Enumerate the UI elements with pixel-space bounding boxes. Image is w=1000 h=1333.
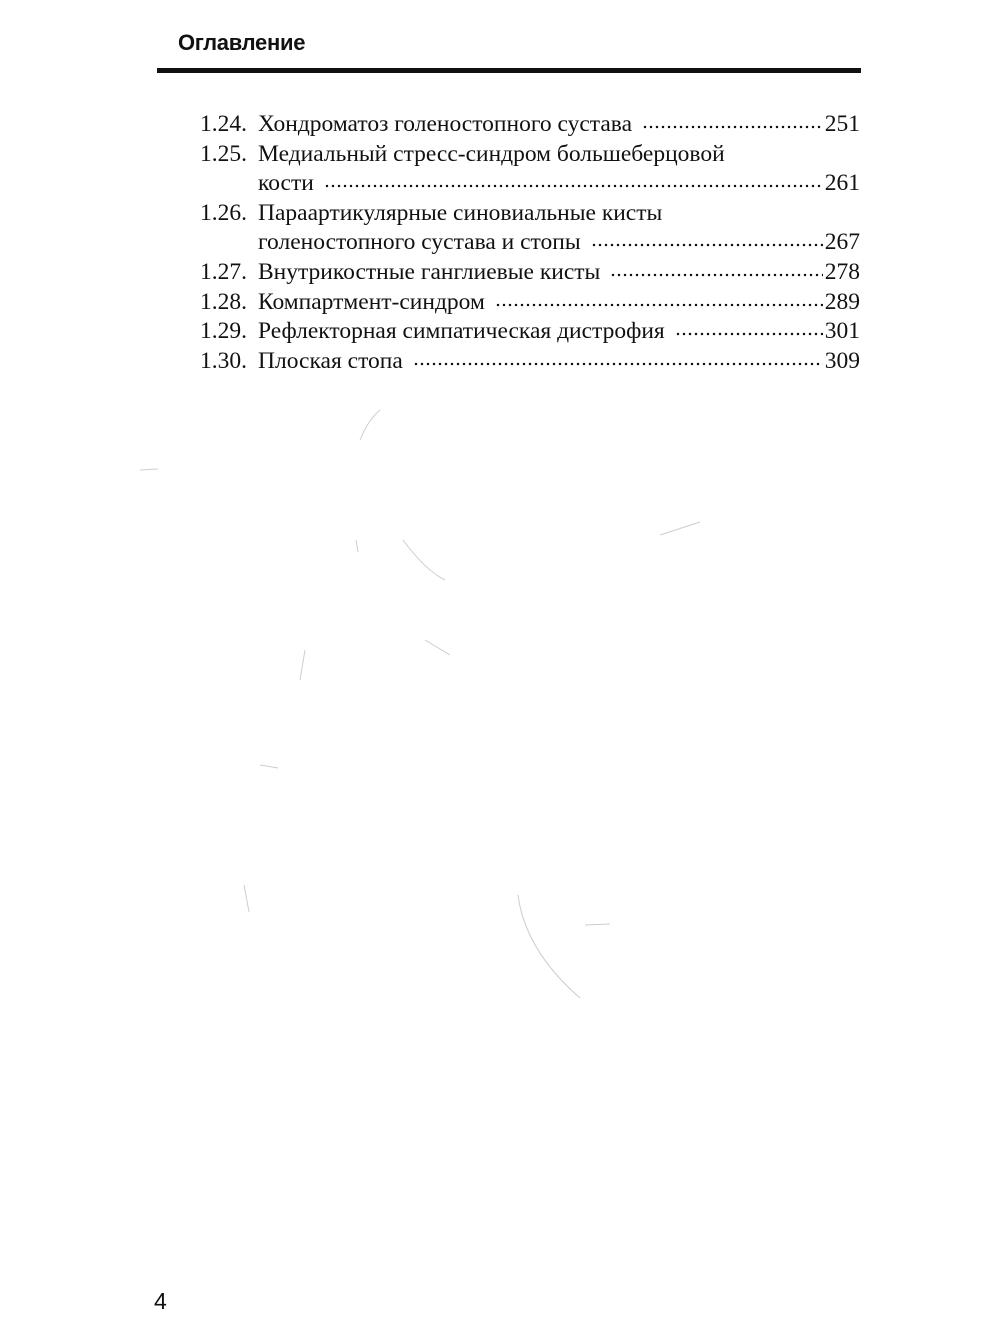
toc-entry: [200, 288, 860, 318]
toc-entry-number: 1.27.: [200, 258, 247, 285]
toc-entry-title-continued: голеностопного сустава и стопы: [258, 229, 581, 256]
toc-entry-page: 309: [824, 347, 860, 374]
toc-entry-page: 301: [824, 318, 860, 345]
toc-entry-number: 1.29.: [200, 318, 247, 345]
toc-entry-page: 289: [824, 288, 860, 315]
header-rule: [157, 68, 861, 73]
page-number: 4: [154, 1288, 167, 1314]
dot-leader: [642, 124, 823, 130]
toc-entry: [200, 258, 860, 288]
toc-entry-number: 1.25.: [200, 140, 247, 167]
dot-leader: [324, 183, 823, 189]
toc-entry: [200, 140, 860, 199]
toc-entry-title: Параартикулярные синовиальные кисты: [258, 199, 663, 226]
toc-entry-number: 1.30.: [200, 347, 247, 374]
dot-leader: [591, 242, 823, 248]
toc-entry-page: 261: [824, 170, 860, 197]
toc-entry-title: Хондроматоз голеностопного сустава: [258, 111, 633, 137]
toc-entry-title: Медиальный стресс-синдром большеберцовой: [258, 140, 725, 167]
table-of-contents: [200, 110, 860, 376]
toc-entry-title: Рефлекторная симпатическая дистрофия: [258, 318, 665, 345]
toc-entry: [200, 199, 860, 258]
toc-entry-title-continued: кости: [258, 170, 314, 197]
running-header: Оглавление: [178, 30, 306, 55]
toc-entry-title: Компартмент-синдром: [258, 288, 485, 315]
toc-entry-number: 1.28.: [200, 288, 247, 315]
toc-entry-number: 1.26.: [200, 199, 247, 226]
toc-entry-number: 1.24.: [200, 111, 247, 137]
toc-entry-page: 278: [824, 258, 860, 285]
dot-leader: [495, 302, 823, 308]
toc-entry-page: 251: [824, 111, 860, 137]
dot-leader: [675, 331, 823, 337]
toc-entry: [200, 110, 860, 140]
toc-entry-title: Внутрикостные ганглиевые кисты: [258, 258, 601, 285]
toc-entry: [200, 317, 860, 347]
toc-entry: [200, 347, 860, 377]
toc-entry-page: 267: [824, 229, 860, 256]
dot-leader: [413, 361, 823, 367]
toc-entry-title: Плоская стопа: [258, 347, 403, 374]
dot-leader: [610, 272, 822, 278]
